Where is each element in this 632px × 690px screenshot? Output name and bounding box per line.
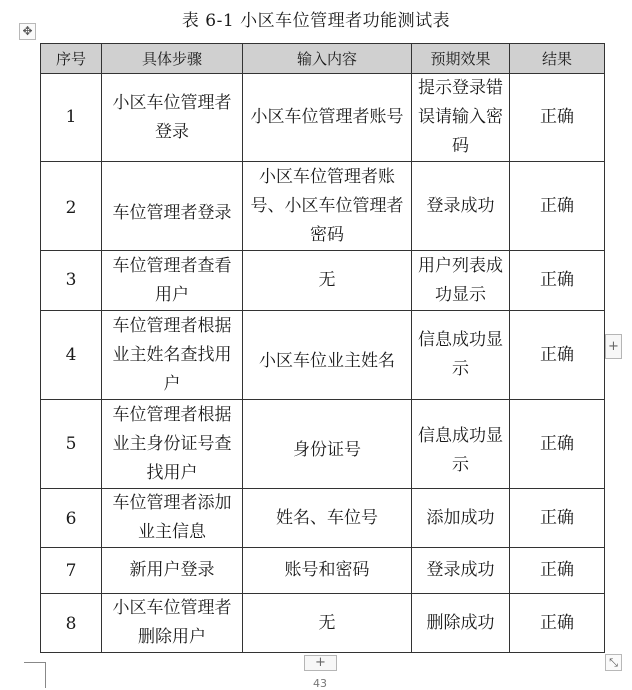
cell-input: 小区车位业主姓名 bbox=[243, 311, 412, 400]
cell-result: 正确 bbox=[510, 74, 605, 162]
cell-result: 正确 bbox=[510, 400, 605, 489]
cell-step: 小区车位管理者删除用户 bbox=[102, 594, 243, 653]
table-header-row bbox=[41, 44, 605, 74]
cell-no: 7 bbox=[41, 548, 102, 594]
add-column-plus-icon[interactable]: + bbox=[605, 334, 622, 359]
page-number: 43 bbox=[313, 677, 327, 690]
cell-step: 车位管理者查看用户 bbox=[102, 251, 243, 311]
test-table bbox=[40, 43, 605, 653]
table-row bbox=[41, 489, 605, 548]
cell-no: 4 bbox=[41, 311, 102, 400]
cell-step: 车位管理者根据业主身份证号查找用户 bbox=[102, 400, 243, 489]
cell-no: 3 bbox=[41, 251, 102, 311]
resize-diagonal-icon[interactable]: ⤡ bbox=[605, 654, 622, 671]
table-row bbox=[41, 74, 605, 162]
table-row bbox=[41, 162, 605, 251]
cell-step: 车位管理者根据业主姓名查找用户 bbox=[102, 311, 243, 400]
cell-input: 身份证号 bbox=[243, 400, 412, 489]
move-arrows-icon[interactable]: ✥ bbox=[19, 23, 36, 40]
cell-no: 8 bbox=[41, 594, 102, 653]
header-no: 序号 bbox=[41, 44, 102, 74]
cell-expected: 删除成功 bbox=[412, 594, 510, 653]
cell-step: 车位管理者登录 bbox=[102, 162, 243, 251]
table-row bbox=[41, 548, 605, 594]
cell-result: 正确 bbox=[510, 594, 605, 653]
cell-no: 5 bbox=[41, 400, 102, 489]
header-step: 具体步骤 bbox=[102, 44, 243, 74]
table-caption: 表 6-1 小区车位管理者功能测试表 bbox=[181, 11, 451, 31]
cell-no: 2 bbox=[41, 162, 102, 251]
add-row-plus-icon[interactable]: + bbox=[304, 655, 337, 671]
cell-input: 账号和密码 bbox=[243, 548, 412, 594]
cell-expected: 提示登录错误请输入密码 bbox=[412, 74, 510, 162]
cell-expected: 信息成功显示 bbox=[412, 311, 510, 400]
header-result: 结果 bbox=[510, 44, 605, 74]
table-row bbox=[41, 311, 605, 400]
table-row bbox=[41, 251, 605, 311]
cell-step: 新用户登录 bbox=[102, 548, 243, 594]
cell-input: 无 bbox=[243, 594, 412, 653]
cell-step: 小区车位管理者登录 bbox=[102, 74, 243, 162]
cell-expected: 登录成功 bbox=[412, 548, 510, 594]
cell-expected: 用户列表成功显示 bbox=[412, 251, 510, 311]
table-row bbox=[41, 594, 605, 653]
cell-expected: 登录成功 bbox=[412, 162, 510, 251]
cell-result: 正确 bbox=[510, 251, 605, 311]
cell-result: 正确 bbox=[510, 548, 605, 594]
cell-no: 1 bbox=[41, 74, 102, 162]
page-corner-mark bbox=[24, 662, 46, 688]
cell-input: 姓名、车位号 bbox=[243, 489, 412, 548]
header-input: 输入内容 bbox=[243, 44, 412, 74]
cell-step: 车位管理者添加业主信息 bbox=[102, 489, 243, 548]
cell-result: 正确 bbox=[510, 162, 605, 251]
table-row bbox=[41, 400, 605, 489]
cell-input: 小区车位管理者账号 bbox=[243, 74, 412, 162]
cell-input: 小区车位管理者账号、小区车位管理者密码 bbox=[243, 162, 412, 251]
cell-result: 正确 bbox=[510, 489, 605, 548]
cell-expected: 添加成功 bbox=[412, 489, 510, 548]
cell-no: 6 bbox=[41, 489, 102, 548]
cell-input: 无 bbox=[243, 251, 412, 311]
header-expected: 预期效果 bbox=[412, 44, 510, 74]
cell-result: 正确 bbox=[510, 311, 605, 400]
cell-expected: 信息成功显示 bbox=[412, 400, 510, 489]
